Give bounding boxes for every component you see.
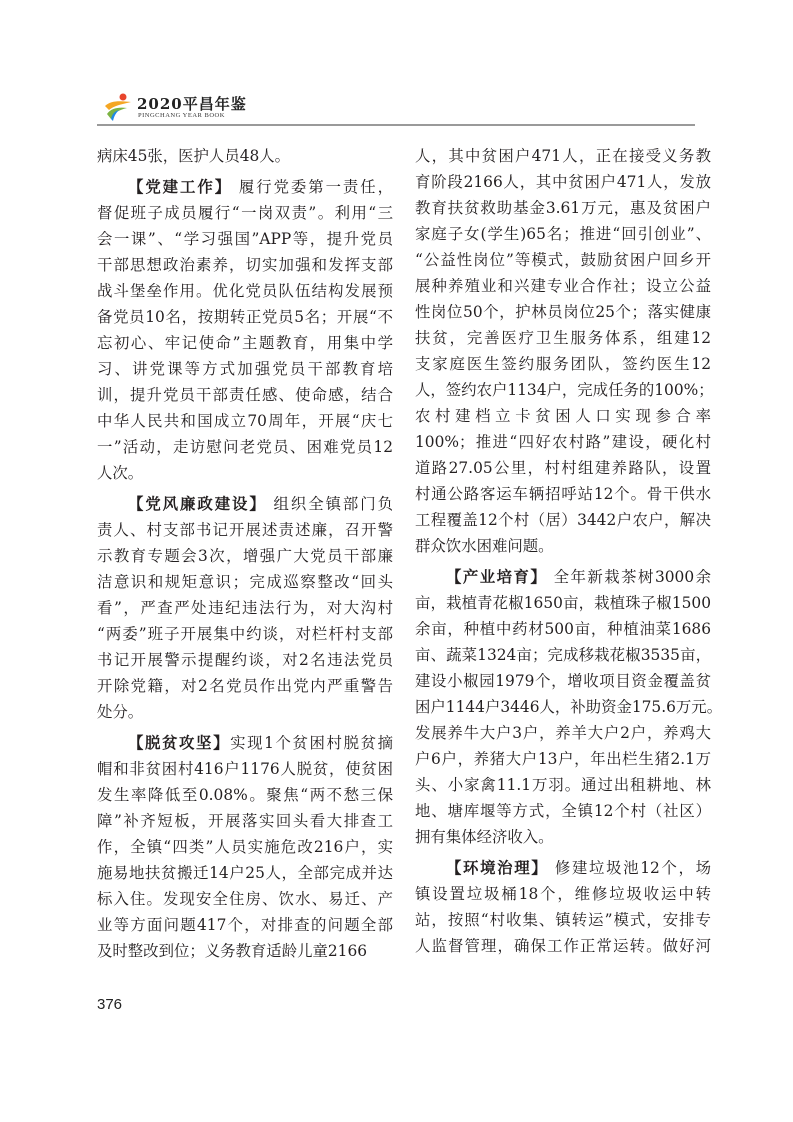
yearbook-subtitle: PINGCHANG YEAR BOOK [138, 112, 225, 119]
line-text: 病床45张，医护人员48人。 [97, 147, 291, 165]
line-text: 责人、村支部书记开展述责述廉，召开警 [97, 521, 393, 539]
paragraph [415, 564, 723, 850]
text-line [415, 855, 711, 881]
text-line [97, 621, 393, 647]
text-line [97, 673, 393, 699]
text-line [97, 278, 393, 304]
text-line [415, 668, 711, 694]
line-text: 头、小家禽11.1万羽。通过出租耕地、林 [415, 776, 711, 794]
line-text: “公益性岗位”等模式，鼓励贫困户回乡开 [415, 251, 711, 269]
section-heading: 【脱贫攻坚】 [128, 734, 231, 752]
line-text: 扶贫，完善医疗卫生服务体系，组建12 [415, 329, 711, 347]
line-text: 一”活动，走访慰问老党员、困难党员12 [97, 438, 393, 456]
text-line [97, 808, 393, 834]
text-line [97, 491, 393, 517]
line-text: 全年新栽茶树3000余 [547, 568, 711, 586]
line-text: 洁意识和规矩意识；完成巡察整改“回头 [97, 573, 393, 591]
line-text: 困户1144户3446人，补助资金175.6万元。 [415, 698, 723, 716]
line-text: 战斗堡垒作用。优化党员队伍结构发展预 [97, 282, 393, 300]
line-text: 习、讲党课等方式加强党员干部教育培 [97, 360, 393, 378]
text-line [415, 564, 711, 590]
line-text: 群众饮水困难问题。 [415, 537, 554, 555]
line-text: 及时整改到位；义务教育适龄儿童2166 [97, 942, 368, 960]
text-line [415, 642, 711, 668]
header-rule [97, 124, 695, 126]
text-line [415, 720, 711, 746]
line-text: 会一课”、“学习强国”APP等，提升党员 [97, 230, 393, 248]
text-line [415, 933, 711, 959]
line-text: 忘初心、牢记使命”主题教育，用集中学 [97, 334, 393, 352]
text-line [415, 455, 711, 481]
text-line [97, 569, 393, 595]
line-text: 实现1个贫困村脱贫摘 [230, 734, 393, 752]
line-text: 处分。 [97, 703, 144, 721]
text-line [97, 730, 393, 756]
line-text: 看”，严查严处违纪违法行为，对大沟村 [97, 599, 393, 617]
text-line [415, 694, 723, 720]
line-text: 展种养殖业和兴建专业合作社；设立公益 [415, 277, 711, 295]
line-text: 训，提升党员干部责任感、使命感，结合 [97, 386, 393, 404]
text-line [97, 756, 393, 782]
text-line [415, 221, 711, 247]
text-line [97, 408, 393, 434]
text-line [97, 782, 393, 808]
paragraph [415, 855, 711, 959]
line-text: 村通公路客运车辆招呼站12个。骨干供水 [415, 485, 711, 503]
line-text: 地、塘库堰等方式，全镇12个村（社区） [415, 802, 711, 820]
line-text: “两委”班子开展集中约谈，对栏杆村支部 [97, 625, 393, 643]
page-number: 376 [97, 996, 123, 1013]
line-text: 人，其中贫困户471人，正在接受义务教 [415, 147, 711, 165]
line-text: 教育扶贫救助基金3.61万元，惠及贫困户 [415, 199, 711, 217]
line-text: 组织全镇部门负 [266, 495, 393, 513]
line-text: 人，签约农户1134户，完成任务的100%； [415, 381, 714, 399]
text-line [97, 543, 393, 569]
right-column [415, 143, 723, 964]
text-line [97, 434, 393, 460]
text-line [415, 429, 711, 455]
text-line [97, 304, 393, 330]
line-text: 示教育专题会3次，增强广大党员干部廉 [97, 547, 393, 565]
line-text: 家庭子女(学生)65名；推进“回引创业”、 [415, 225, 711, 243]
line-text: 书记开展警示提醒约谈，对2名违法党员 [97, 651, 393, 669]
line-text: 发展养牛大户3户，养羊大户2户，养鸡大 [415, 724, 711, 742]
text-line [415, 533, 711, 559]
text-line [415, 299, 711, 325]
text-line [415, 824, 711, 850]
text-line [415, 881, 711, 907]
line-text: 支家庭医生签约服务团队，签约医生12 [415, 355, 711, 373]
section-heading: 【产业培育】 [446, 568, 548, 586]
text-line [415, 247, 711, 273]
line-text: 备党员10名，按期转正党员5名；开展“不 [97, 308, 393, 326]
text-line [97, 252, 393, 278]
line-text: 干部思想政治素养，切实加强和发挥支部 [97, 256, 393, 274]
text-line [97, 143, 393, 169]
line-text: 农村建档立卡贫困人口实现参合率 [415, 407, 711, 425]
line-text: 标入住。发现安全住房、饮水、易迁、产 [97, 890, 393, 908]
text-line [97, 330, 393, 356]
text-line [415, 907, 711, 933]
text-line [97, 647, 393, 673]
yearbook-logo-icon [101, 92, 133, 122]
line-text: 帽和非贫困村416户1176人脱贫，使贫困 [97, 760, 393, 778]
text-line [415, 772, 711, 798]
text-line [97, 460, 393, 486]
line-text: 亩、蔬菜1324亩；完成移栽花椒3535亩， [415, 646, 711, 664]
text-line [97, 938, 393, 964]
paragraph [97, 143, 393, 169]
text-line [415, 481, 711, 507]
line-text: 育阶段2166人，其中贫困户471人，发放 [415, 173, 711, 191]
line-text: 建设小椒园1979个，增收项目资金覆盖贫 [415, 672, 711, 690]
text-line [415, 507, 711, 533]
paragraph [415, 143, 714, 559]
text-line [97, 699, 393, 725]
text-line [97, 226, 393, 252]
text-line [415, 616, 711, 642]
text-line [97, 200, 393, 226]
text-line [97, 382, 393, 408]
text-line [97, 595, 393, 621]
text-line [415, 377, 714, 403]
text-line [97, 356, 393, 382]
section-heading: 【党风廉政建设】 [128, 495, 267, 513]
line-text: 亩，栽植青花椒1650亩，栽植珠子椒1500 [415, 594, 711, 612]
section-heading: 【环境治理】 [446, 859, 549, 877]
line-text: 镇设置垃圾桶18个，维修垃圾收运中转 [415, 885, 711, 903]
text-line [415, 325, 711, 351]
left-column [97, 143, 393, 969]
text-line [415, 351, 711, 377]
text-line [415, 169, 711, 195]
section-heading: 【党建工作】 [128, 178, 233, 196]
line-text: 站，按照“村收集、镇转运”模式，安排专 [415, 911, 711, 929]
line-text: 人次。 [97, 464, 144, 482]
line-text: 障”补齐短板，开展落实回头看大排查工 [97, 812, 393, 830]
text-line [415, 195, 711, 221]
text-line [97, 912, 393, 938]
paragraph [97, 174, 393, 486]
line-text: 发生率降低至0.08%。聚焦“两不愁三保 [97, 786, 393, 804]
text-line [415, 273, 711, 299]
text-line [415, 403, 711, 429]
text-line [97, 834, 393, 860]
line-text: 道路27.05公里，村村组建养路队，设置 [415, 459, 711, 477]
text-line [97, 886, 393, 912]
line-text: 工程覆盖12个村（居）3442户农户，解决 [415, 511, 711, 529]
line-text: 作，全镇“四类”人员实施危改216户，实 [97, 838, 393, 856]
text-line [415, 798, 711, 824]
yearbook-title: 2020平昌年鉴 [137, 95, 247, 113]
line-text: 督促班子成员履行“一岗双责”。利用“三 [97, 204, 393, 222]
text-line [97, 174, 393, 200]
paragraph [97, 491, 393, 725]
line-text: 业等方面问题417个，对排查的问题全部 [97, 916, 393, 934]
text-line [415, 746, 711, 772]
line-text: 拥有集体经济收入。 [415, 828, 554, 846]
text-line [415, 143, 711, 169]
line-text: 修建垃圾池12个，场 [548, 859, 711, 877]
text-line [415, 590, 711, 616]
line-text: 性岗位50个，护林员岗位25个；落实健康 [415, 303, 711, 321]
line-text: 余亩，种植中药材500亩，种植油菜1686 [415, 620, 711, 638]
page-header [97, 88, 697, 126]
line-text: 100%；推进“四好农村路”建设，硬化村 [415, 433, 711, 451]
line-text: 开除党籍，对2名党员作出党内严重警告 [97, 677, 393, 695]
line-text: 户6户，养猪大户13户，年出栏生猪2.1万 [415, 750, 711, 768]
text-line [97, 860, 393, 886]
line-text: 履行党委第一责任， [232, 178, 393, 196]
text-line [97, 517, 393, 543]
line-text: 施易地扶贫搬迁14户25人，全部完成并达 [97, 864, 393, 882]
paragraph [97, 730, 393, 964]
line-text: 人监督管理，确保工作正常运转。做好河 [415, 937, 711, 955]
line-text: 中华人民共和国成立70周年，开展“庆七 [97, 412, 393, 430]
